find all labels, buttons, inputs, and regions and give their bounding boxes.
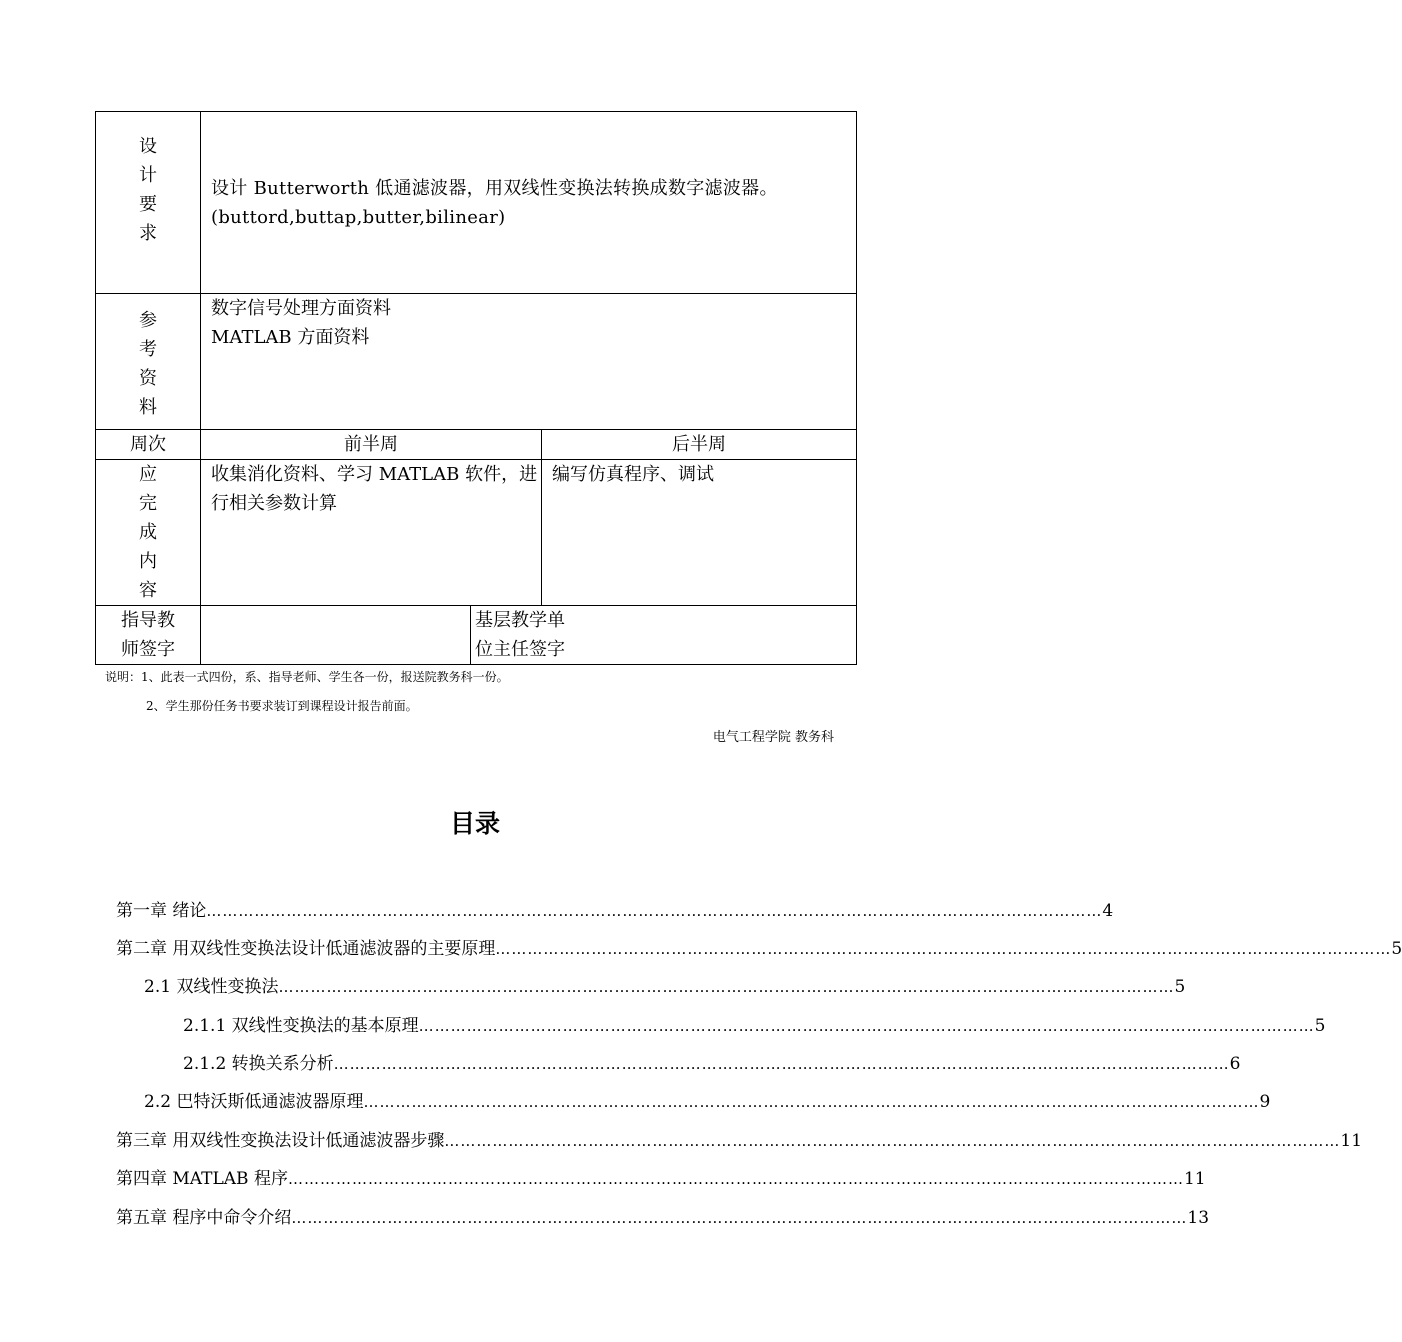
first-half-week-header: 前半周 — [201, 430, 542, 460]
design-requirements-text: 设计 Butterworth 低通滤波器，用双线性变换法转换成数字滤波器。 — [211, 178, 778, 199]
unit-director-signature-field[interactable] — [605, 606, 857, 665]
toc-page-number: 11 — [1183, 1169, 1206, 1189]
label-char: 完 — [139, 493, 157, 514]
label-char: 求 — [139, 223, 157, 244]
second-half-task-text: 编写仿真程序、调试 — [552, 464, 714, 485]
toc-leader-dots: …………………………………………………………………………………………………………………………………………………… — [206, 902, 1103, 920]
toc-page-number: 11 — [1340, 1131, 1363, 1151]
label-char: 成 — [139, 522, 157, 543]
toc-page-number: 5 — [1174, 977, 1186, 997]
unit-director-signature-label — [475, 606, 605, 665]
toc-entry-label: 第四章 MATLAB 程序 — [116, 1169, 288, 1189]
toc-leader-dots: …………………………………………………………………………………………………………………………………………………… — [291, 1209, 1188, 1227]
tasks-to-complete-label — [96, 460, 201, 606]
design-requirements-label — [96, 112, 201, 294]
toc-entry-label: 2.1.1 双线性变换法的基本原理 — [183, 1016, 419, 1036]
toc-entry[interactable] — [116, 1164, 1206, 1189]
week-label: 周次 — [96, 430, 201, 460]
toc-page-number: 6 — [1229, 1054, 1241, 1074]
references-cell — [201, 294, 857, 430]
toc-page-number: 5 — [1391, 939, 1402, 959]
toc-leader-dots: …………………………………………………………………………………………………………………………………………………… — [418, 1017, 1315, 1035]
label-char: 容 — [139, 580, 157, 601]
toc-page-number: 5 — [1314, 1016, 1326, 1036]
label-char: 应 — [139, 464, 157, 485]
toc-page-number: 4 — [1102, 901, 1114, 921]
label-char: 料 — [139, 397, 157, 418]
label-char: 计 — [139, 165, 157, 186]
toc-entry[interactable] — [144, 1087, 1271, 1112]
toc-entry-label: 2.1 双线性变换法 — [144, 977, 279, 997]
toc-leader-dots: …………………………………………………………………………………………………………………………………………………… — [495, 940, 1392, 958]
toc-leader-dots: …………………………………………………………………………………………………………………………………………………… — [278, 978, 1175, 996]
toc-entry[interactable] — [183, 1011, 1326, 1036]
label-char: 资 — [139, 368, 157, 389]
toc-entry-label: 第二章 用双线性变换法设计低通滤波器的主要原理 — [116, 939, 496, 959]
first-half-task-text: 收集消化资料、学习 MATLAB 软件，进 — [211, 464, 538, 485]
toc-entry-label: 第三章 用双线性变换法设计低通滤波器步骤 — [116, 1131, 445, 1151]
first-half-task-text: 行相关参数计算 — [211, 493, 337, 514]
toc-entry-label: 第五章 程序中命令介绍 — [116, 1208, 292, 1228]
reference-item: 数字信号处理方面资料 — [211, 298, 391, 319]
toc-entry-label: 2.1.2 转换关系分析 — [183, 1054, 334, 1074]
toc-leader-dots: …………………………………………………………………………………………………………………………………………………… — [444, 1132, 1341, 1150]
first-half-tasks-cell — [201, 460, 542, 606]
task-form-table — [95, 111, 857, 665]
department-name: 电气工程学院 教务科 — [712, 730, 834, 745]
design-requirements-functions: (buttord,buttap,butter,bilinear) — [211, 207, 506, 228]
unit-director-label-line: 基层教学单 — [475, 610, 565, 631]
toc-entry[interactable] — [116, 896, 1114, 921]
toc-leader-dots: …………………………………………………………………………………………………………………………………………………… — [333, 1055, 1230, 1073]
teacher-signature-label-line: 指导教 — [121, 610, 175, 631]
design-requirements-cell — [201, 112, 857, 294]
label-char: 内 — [139, 551, 157, 572]
teacher-signature-label-line: 师签字 — [121, 639, 175, 660]
toc-entry-label: 第一章 绪论 — [116, 901, 207, 921]
form-note-1: 说明：1、此表一式四份，系、指导老师、学生各一份，报送院教务科一份。 — [105, 670, 509, 684]
label-char: 设 — [139, 136, 157, 157]
toc-entry[interactable] — [116, 1126, 1363, 1151]
form-note-2: 2、学生那份任务书要求装订到课程设计报告前面。 — [146, 699, 418, 713]
toc-page-number: 13 — [1187, 1208, 1210, 1228]
label-char: 要 — [139, 194, 157, 215]
toc-leader-dots: …………………………………………………………………………………………………………………………………………………… — [363, 1093, 1260, 1111]
toc-entry-label: 2.2 巴特沃斯低通滤波器原理 — [144, 1092, 364, 1112]
toc-entry[interactable] — [183, 1049, 1241, 1074]
toc-entry[interactable] — [116, 1203, 1210, 1228]
toc-entry[interactable] — [144, 972, 1186, 997]
toc-title: 目录 — [449, 809, 500, 838]
label-char: 考 — [139, 339, 157, 360]
second-half-tasks-cell — [542, 460, 857, 606]
unit-director-label-line: 位主任签字 — [475, 639, 565, 660]
second-half-week-header: 后半周 — [542, 430, 857, 460]
reference-item: MATLAB 方面资料 — [211, 327, 370, 348]
toc-leader-dots: …………………………………………………………………………………………………………………………………………………… — [287, 1170, 1184, 1188]
references-label — [96, 294, 201, 430]
toc-entry[interactable] — [116, 934, 1402, 959]
teacher-signature-label — [96, 606, 201, 665]
label-char: 参 — [139, 310, 157, 331]
toc-page-number: 9 — [1259, 1092, 1271, 1112]
